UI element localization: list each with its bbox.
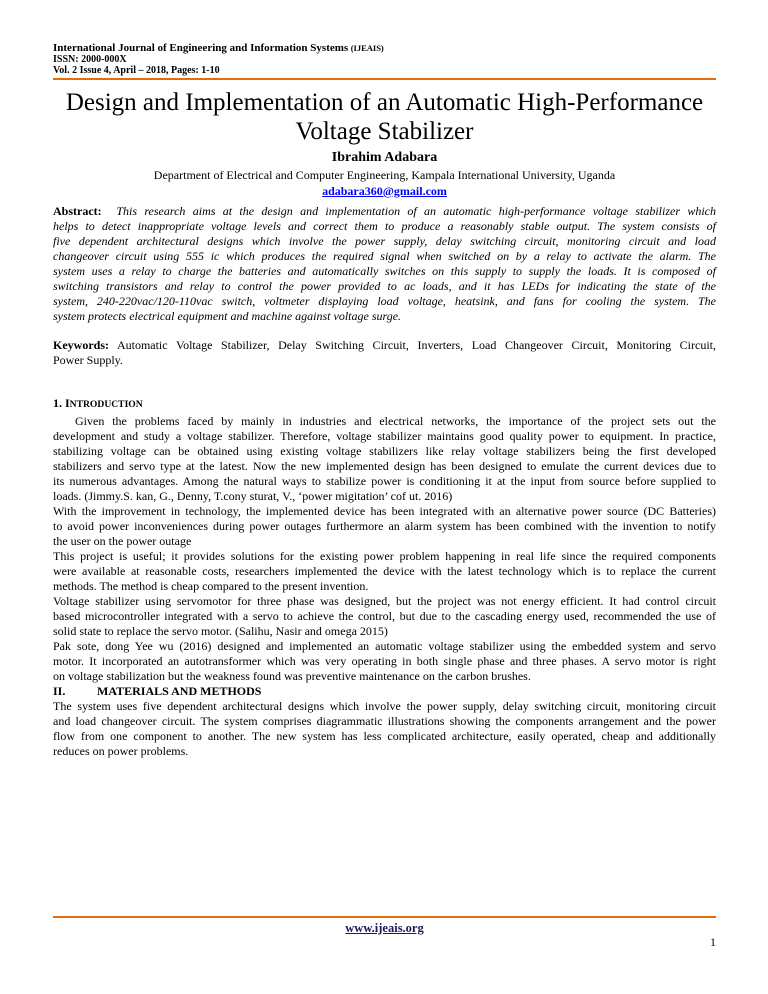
- section-heading-introduction: [53, 396, 716, 412]
- journal-header: [53, 43, 384, 76]
- paragraph-line: its numerous advantages. Among the natural ways to stabilize power is conditioning it at the input from source before supplied to: [53, 473, 716, 488]
- section-number: 1.: [53, 395, 62, 410]
- page-number: 1: [710, 934, 716, 949]
- header-divider: [53, 78, 716, 80]
- journal-issn: ISSN: 2000-000X: [53, 54, 127, 65]
- paragraph-line: motor. It incorporated an autotransformer which was very operating in both single phase and three phases. A servo motor is right: [53, 653, 716, 668]
- journal-name-line: [53, 43, 384, 54]
- abstract-line: system protects electrical equipment and machine against voltage surge.: [53, 308, 402, 323]
- keywords-label: Keywords:: [53, 337, 109, 352]
- section-title: INTRODUCTION: [65, 395, 143, 410]
- paragraph-line: solid state to replace the servo motor. (Salihu, Nasir and omega 2015): [53, 623, 388, 638]
- paragraph-line: development and study a voltage stabilizer. Therefore, voltage stabilizer maintains good quality power to equipment. In practice,: [53, 428, 716, 443]
- paragraph-line: reduces on power problems.: [53, 743, 189, 758]
- paragraph-line: were available at reasonable costs, researchers implemented the device with the latest technology which is to replace the current: [53, 563, 716, 578]
- journal-name: International Journal of Engineering and Information Systems: [53, 42, 349, 54]
- paragraph-line: the user on the power outage: [53, 533, 192, 548]
- paragraph-line: loads. (Jimmy.S. kan, G., Denny, T.cony sturat, V., ‘power migitation’ cof ut. 2016): [53, 488, 453, 503]
- paragraph: [53, 414, 716, 504]
- author-email-row: [53, 184, 716, 199]
- author-name: Ibrahim Adabara: [331, 150, 438, 165]
- keywords-text: Automatic Voltage Stabilizer, Delay Switching Circuit, Inverters, Load Changeover Circuit, Monitoring Circuit,: [116, 337, 717, 352]
- abstract-text: This research aims at the design and implementation of an automatic high-performance voltage stabilizer which: [116, 203, 717, 218]
- abstract-line: switching transistors and relay to control the power provided to ac loads, and it has LEDs for indicating the state of the: [53, 278, 716, 293]
- abstract-line: system, 240-220vac/120-110vac switch, voltmeter displaying load voltage, heatsink, and fans for cooling the system. The: [53, 293, 716, 308]
- paragraph-line: stabilizing voltage can be obtained using existing voltage stabilizers like relay voltage stabilizers being the first developed: [53, 443, 716, 458]
- paragraph-line: Voltage stabilizer using servomotor for three phase was designed, but the project was not energy efficient. It had control circuit: [53, 593, 716, 608]
- paragraph-line: This project is useful; it provides solutions for the existing power problem happening in real life since the required components: [53, 548, 716, 563]
- abstract-line: five dependent architectural designs which involve the power supply, delay switching circuit, monitoring circuit and load: [53, 233, 716, 248]
- section-title: MATERIALS AND METHODS: [97, 683, 262, 698]
- abstract-line: helps to detect inappropriate voltage levels and correct them to produce a reasonably stable output. The system consists of: [53, 218, 716, 233]
- paragraph-line: on voltage stabilization but the weakness found was preventive maintenance on the carbon brushes.: [53, 668, 531, 683]
- paragraph: [53, 594, 716, 639]
- paragraph-line: flow from one component to another. The new system has less complicated architecture, easily operated, cheap and additionally: [53, 728, 716, 743]
- footer-url-row: [53, 921, 716, 936]
- keywords: [53, 338, 716, 368]
- paragraph: [53, 549, 716, 594]
- abstract-line: system uses a relay to charge the batteries and automatically switches on this supply to supply the loads. It is composed of: [53, 263, 716, 278]
- abstract-label: Abstract:: [53, 203, 102, 218]
- paper-title-line: Design and Implementation of an Automatic High-Performance: [65, 89, 704, 116]
- keywords-line: [53, 338, 716, 353]
- paragraph-line: stabilizers and servo type at the latest. Now the new implemented design has been designed to emulate the current devices due to: [53, 458, 716, 473]
- author-email-link[interactable]: adabara360@gmail.com: [322, 183, 447, 198]
- abstract-line: changeover circuit using 555 ic which produces the required signal when switched on by a relay to activate the alarm. The: [53, 248, 716, 263]
- paragraph-line: and load changeover circuit. The system comprises diagrammatic illustrations showing the components arrangement and the power: [53, 713, 716, 728]
- paper-title: [53, 88, 716, 146]
- journal-volume: Vol. 2 Issue 4, April – 2018, Pages: 1-10: [53, 65, 220, 76]
- paragraph: [53, 699, 716, 759]
- abstract-line: [53, 204, 716, 219]
- paragraph-line: based microcontroller integrated with a servo to achieve the control, but due to the cascading energy used, recommended the use of: [53, 608, 716, 623]
- section-heading-materials-and-methods: [53, 684, 716, 699]
- paragraph-line: With the improvement in technology, the implemented device has been integrated with an alternative power source (DC Batteries): [53, 503, 716, 518]
- keywords-line: Power Supply.: [53, 352, 123, 367]
- body-text: [53, 414, 716, 759]
- paragraph: [53, 639, 716, 684]
- paragraph: [53, 504, 716, 549]
- paragraph-line: to avoid power inconveniences during power outages furthermore an alarm system has been combined with the invention to notify: [53, 518, 716, 533]
- abstract: [53, 204, 716, 324]
- author-affiliation: Department of Electrical and Computer Engineering, Kampala International University, Uganda: [153, 167, 616, 182]
- paper-title-line: Voltage Stabilizer: [295, 118, 474, 145]
- journal-abbreviation: (IJEAIS): [350, 43, 384, 53]
- section-number: II.: [53, 683, 66, 698]
- paragraph-line: The system uses five dependent architectural designs which involve the power supply, delay switching circuit, monitoring circuit: [53, 698, 716, 713]
- footer-divider: [53, 916, 716, 918]
- paragraph-line: Pak sote, dong Yee wu (2016) designed and implemented an automatic voltage stabilizer using the embedded system and servo: [53, 638, 716, 653]
- paragraph-line: Given the problems faced by mainly in industries and electrical networks, the importance of the project sets out the: [75, 413, 716, 428]
- paragraph-line: methods. The method is cheap compared to the present invention.: [53, 578, 369, 593]
- journal-website-link[interactable]: www.ijeais.org: [345, 920, 424, 935]
